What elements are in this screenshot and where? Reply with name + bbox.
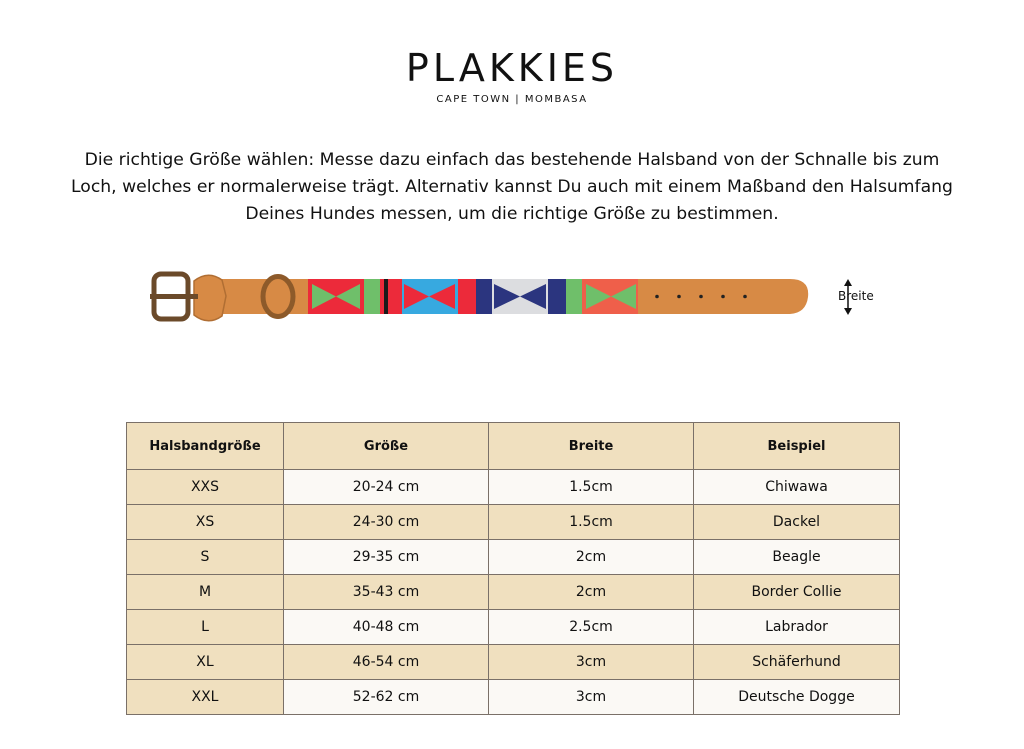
width-cell: 1.5cm	[489, 470, 694, 505]
width-cell: 2cm	[489, 575, 694, 610]
collar-size-cell: M	[127, 575, 284, 610]
brand-logo-name: PLAKKIES	[405, 46, 619, 90]
width-cell: 2cm	[489, 540, 694, 575]
table-row	[127, 645, 900, 680]
collar-size-cell: S	[127, 540, 284, 575]
collar-size-cell: L	[127, 610, 284, 645]
header-width: Breite	[489, 423, 694, 470]
table-row	[127, 505, 900, 540]
collar-hole	[743, 295, 747, 299]
example-cell: Beagle	[694, 540, 900, 575]
collar-hole	[655, 295, 659, 299]
table-row	[127, 470, 900, 505]
collar-hole	[677, 295, 681, 299]
width-cell: 1.5cm	[489, 505, 694, 540]
width-cell: 2.5cm	[489, 610, 694, 645]
collar-illustration	[150, 266, 815, 328]
example-cell: Dackel	[694, 505, 900, 540]
table-header-row	[127, 423, 900, 470]
collar-hole	[721, 295, 725, 299]
collar-size-cell: XS	[127, 505, 284, 540]
example-cell: Schäferhund	[694, 645, 900, 680]
table-row	[127, 540, 900, 575]
width-cell: 3cm	[489, 680, 694, 715]
size-chart-table	[126, 422, 900, 715]
brand-header	[0, 48, 1024, 105]
collar-flap	[194, 275, 226, 321]
size-cell: 40-48 cm	[284, 610, 489, 645]
header-size: Größe	[284, 423, 489, 470]
width-cell: 3cm	[489, 645, 694, 680]
table-row	[127, 575, 900, 610]
intro-paragraph: Die richtige Größe wählen: Messe dazu einfach das bestehende Halsband von der Schnalle bis zum Loch, welches er normalerweise trägt. Alternativ kannst Du auch mit einem Maßband den Halsumfang Deines Hundes messen, um die richtige Größe zu bestimmen.	[71, 150, 953, 224]
collar-size-cell: XXS	[127, 470, 284, 505]
brand-subtitle: CAPE TOWN | MOMBASA	[436, 94, 588, 105]
size-cell: 29-35 cm	[284, 540, 489, 575]
collar-size-cell: XL	[127, 645, 284, 680]
header-collar-size: Halsbandgröße	[127, 423, 284, 470]
example-cell: Labrador	[694, 610, 900, 645]
table-row	[127, 610, 900, 645]
collar-size-cell: XXL	[127, 680, 284, 715]
table-row	[127, 680, 900, 715]
size-cell: 24-30 cm	[284, 505, 489, 540]
size-cell: 20-24 cm	[284, 470, 489, 505]
collar-hole	[699, 295, 703, 299]
size-cell: 35-43 cm	[284, 575, 489, 610]
example-cell: Deutsche Dogge	[694, 680, 900, 715]
header-example: Beispiel	[694, 423, 900, 470]
size-cell: 46-54 cm	[284, 645, 489, 680]
size-cell: 52-62 cm	[284, 680, 489, 715]
example-cell: Border Collie	[694, 575, 900, 610]
example-cell: Chiwawa	[694, 470, 900, 505]
width-label: Breite	[838, 289, 874, 303]
